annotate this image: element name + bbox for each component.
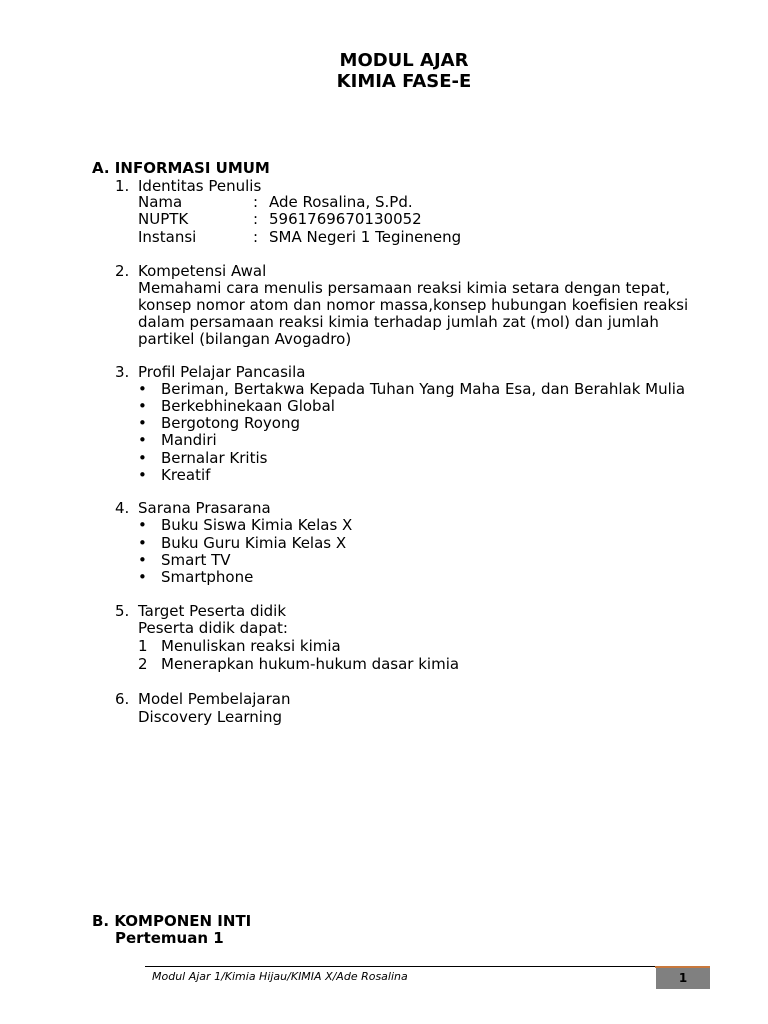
profile-item: Bergotong Royong	[161, 414, 300, 432]
target-item: Menerapkan hukum-hukum dasar kimia	[161, 655, 460, 673]
item1-title: Identitas Penulis	[138, 177, 262, 195]
item1-number: 1.	[115, 177, 130, 195]
bullet-glyph: •	[138, 516, 147, 534]
footer-rule	[145, 966, 655, 967]
page-number: 1	[678, 971, 688, 985]
competency-line: Memahami cara menulis persamaan reaksi kimia setara dengan tepat,	[138, 279, 671, 297]
item6-number: 6.	[115, 690, 130, 708]
identity-label-nuptk: NUPTK	[138, 210, 189, 228]
profile-item: Mandiri	[161, 431, 217, 449]
identity-value-nuptk: 5961769670130052	[269, 210, 422, 228]
identity-sep: :	[253, 228, 259, 246]
bullet-glyph: •	[138, 551, 147, 569]
item6-title: Model Pembelajaran	[138, 690, 291, 708]
footer-text: Modul Ajar 1/Kimia Hijau/KIMIA X/Ade Rosalina	[152, 970, 408, 983]
identity-sep: :	[253, 210, 259, 228]
identity-value-nama: Ade Rosalina, S.Pd.	[269, 193, 413, 211]
page-number-box	[656, 968, 710, 989]
bullet-glyph: •	[138, 534, 147, 552]
identity-label-instansi: Instansi	[138, 228, 197, 246]
bullet-glyph: •	[138, 431, 147, 449]
facility-item: Buku Guru Kimia Kelas X	[161, 534, 347, 552]
profile-item: Beriman, Bertakwa Kepada Tuhan Yang Maha Esa, dan Berahlak Mulia	[161, 380, 686, 398]
item3-number: 3.	[115, 363, 130, 381]
item5-number: 5.	[115, 602, 130, 620]
competency-line: dalam persamaan reaksi kimia terhadap jumlah zat (mol) dan jumlah	[138, 313, 659, 331]
item2-number: 2.	[115, 262, 130, 280]
target-number: 2	[138, 655, 148, 673]
competency-line: konsep nomor atom dan nomor massa,konsep hubungan koefisien reaksi	[138, 296, 689, 314]
facility-item: Smart TV	[161, 551, 231, 569]
item4-title: Sarana Prasarana	[138, 499, 271, 517]
bullet-glyph: •	[138, 466, 147, 484]
item5-subtitle: Peserta didik dapat:	[138, 619, 288, 637]
facility-item: Buku Siswa Kimia Kelas X	[161, 516, 353, 534]
bullet-glyph: •	[138, 568, 147, 586]
section-a-heading: A. INFORMASI UMUM	[92, 159, 270, 177]
profile-item: Bernalar Kritis	[161, 449, 268, 467]
item2-title: Kompetensi Awal	[138, 262, 267, 280]
identity-label-nama: Nama	[138, 193, 183, 211]
item4-number: 4.	[115, 499, 130, 517]
bullet-glyph: •	[138, 397, 147, 415]
profile-item: Kreatif	[161, 466, 211, 484]
identity-value-instansi: SMA Negeri 1 Tegineneng	[269, 228, 462, 246]
bullet-glyph: •	[138, 414, 147, 432]
target-item: Menuliskan reaksi kimia	[161, 637, 341, 655]
profile-item: Berkebhinekaan Global	[161, 397, 335, 415]
identity-sep: :	[253, 193, 259, 211]
item6-value: Discovery Learning	[138, 708, 282, 726]
section-b-subheading: Pertemuan 1	[115, 929, 224, 947]
section-b-heading: B. KOMPONEN INTI	[92, 912, 252, 930]
item5-title: Target Peserta didik	[138, 602, 287, 620]
target-number: 1	[138, 637, 148, 655]
item3-title: Profil Pelajar Pancasila	[138, 363, 306, 381]
facility-item: Smartphone	[161, 568, 254, 586]
bullet-glyph: •	[138, 449, 147, 467]
document-title-line1: MODUL AJAR	[339, 50, 469, 71]
document-title-line2: KIMIA FASE-E	[336, 71, 472, 92]
bullet-glyph: •	[138, 380, 147, 398]
competency-line: partikel (bilangan Avogadro)	[138, 330, 352, 348]
